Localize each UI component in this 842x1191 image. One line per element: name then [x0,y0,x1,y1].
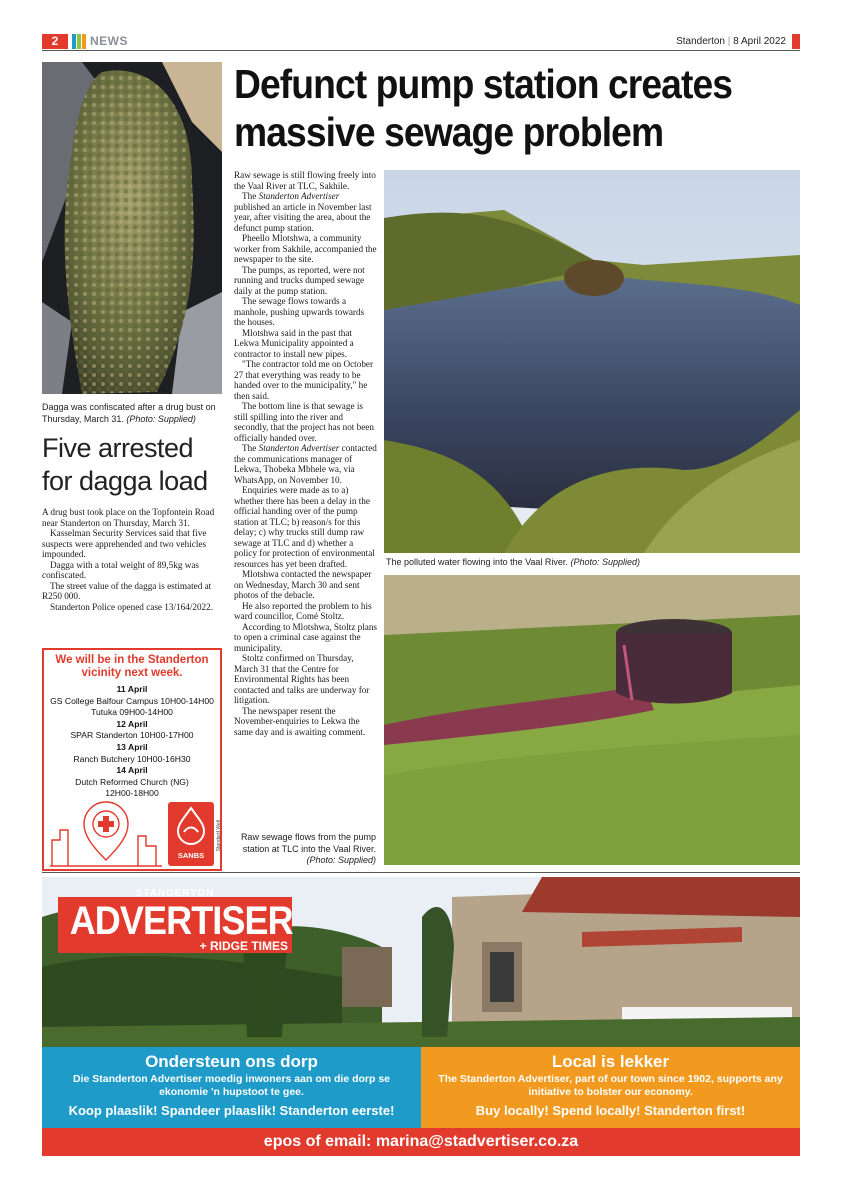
page-header [42,34,800,50]
page-number: 2 [42,34,68,49]
article-text: Pheello Mlotshwa, a community worker from Sakhile, accompanied the newspaper to the site. [234,233,377,264]
publication-name: Standerton Advertiser [258,191,340,201]
article-paragraph: Kasselman Security Services said that five suspects were apprehended and two vehicles impounded. [42,528,207,559]
article-text: The sewage flows towards a manhole, pushing upwards towards the houses. [234,296,365,327]
article-text: According to Mlotshwa, Stoltz plans to open a criminal case against the municipality. [234,621,377,653]
panel-call-to-action: Buy locally! Spend locally! Standerton first! [475,1103,746,1118]
article-text: Mlotshwa contacted the newspaper on Wednesday, March 30 and sent photos of the debacle. [234,569,372,600]
caption-credit: (Photo: Supplied) [570,557,640,567]
english-panel [421,1047,800,1128]
pump-photo-caption [234,832,376,867]
schedule-date: 11 April [116,684,148,694]
schedule-date: 13 April [116,741,148,752]
schedule-venue: Tutuka 09H00-14H00 [91,707,173,718]
caption-credit: (Photo: Supplied) [306,855,376,865]
schedule-venue: Ranch Butchery 10H00-16H30 [73,753,191,764]
caption-text: The polluted water flowing into the Vaal River. [386,557,568,567]
section-rule [42,872,800,873]
article-text: published an article in November last year, after visiting the area, about the defunct pump station. [234,201,372,233]
location-pin-city-icon [50,800,162,868]
logo-subtitle: + RIDGE TIMES [199,939,288,953]
dagga-photo [42,62,222,394]
panel-body: Die Standerton Advertiser moedig inwoners aan om die dorp se ekonomie 'n hupstoot te gee. [72,1073,390,1098]
caption-credit: (Photo: Supplied) [126,413,196,424]
panel-body: The Standerton Advertiser, part of our town since 1902, supports any initiative to bolster our economy. [438,1073,783,1098]
contact-footer: epos of email: marina@stadvertiser.co.za [42,1128,800,1156]
article-text: The [242,191,259,201]
article-text: The bottom line is that sewage is still spilling into the river and secondly, that the project has not been officially handed over. [234,401,374,443]
article-text: He also reported the problem to his ward councillor, Comé Stoltz. [234,600,372,621]
advert-schedule [44,684,220,800]
article-text: "The contractor told me on October 27 that everything was ready to be handed over to the municipality," he then said. [234,359,374,401]
article-text: Stoltz confirmed on Thursday, March 31 that the Centre for Environmental Rights has been contacted and talks are underway for litigation. [234,653,370,705]
caption-text: Dagga was confiscated after a drug bust on Thursday, March 31. [42,402,216,424]
article-text: Mlotshwa said in the past that Lekwa Municipality appointed a contractor to install new pipes. [234,327,354,359]
dagga-headline: Five arrested for dagga load [42,433,208,496]
article-paragraph: A drug bust took place on the Topfontein Road near Standerton on Thursday, March 31. [42,507,215,528]
article-text: The pumps, as reported, were not running and trucks dumped sewage daily at the pump station. [234,264,365,296]
article-text: The [242,443,259,453]
panel-call-to-action: Koop plaaslik! Spandeer plaaslik! Standerton eerste! [68,1103,395,1118]
logo-town: STANDERTON [135,888,215,899]
river-photo [384,170,800,553]
schedule-date: 12 April [116,718,148,729]
article-text: Enquiries were made as to a) whether there has been a delay in the official handing over of the pump station at TLC; b) reason/s for this delay; c) why trucks still dump raw sewage at TLC and d) whether a policy for protection of environmental resources has yet been drafted. [234,485,375,569]
paper-name: Standerton [676,36,725,47]
article-text: The newspaper resent the November-enquiries to Lekwa the same day and is awaiting comment. [234,705,366,737]
schedule-venue: GS College Balfour Campus 10H00-14H00 [50,695,214,706]
advert-heading: We will be in the Standerton vicinity next week. [55,654,209,679]
header-rule [42,50,800,51]
header-red-tab [792,34,800,49]
panel-heading: Ondersteun ons dorp [145,1052,318,1071]
pump-station-photo [384,575,800,865]
caption-text: Raw sewage flows from the pump station at TLC into the Vaal River. [240,832,376,854]
panel-heading: Local is lekker [551,1052,670,1071]
article-paragraph: Standerton Police opened case 13/164/2022. [50,601,214,612]
article-text: Raw sewage is still flowing freely into the Vaal River at TLC, Sakhile. [234,170,376,191]
dateline: Standerton | 8 April 2022 [676,36,786,47]
sanbs-logo-text: SANBS [177,851,205,860]
blood-drop-icon [168,802,214,846]
schedule-venue: SPAR Standerton 10H00-17H00 [70,730,194,741]
article-paragraph: Dagga with a total weight of 89,5kg was confiscated. [42,559,200,580]
dagga-photo-caption [42,402,224,425]
sanbs-advert [42,648,222,871]
article-text: contacted the communications manager of Lekwa, Thobeka Mbhele wa, via WhatsApp, on November 10. [234,443,377,485]
dagga-article-body [42,507,220,612]
schedule-venue: Dutch Reformed Church (NG) [75,776,189,787]
advert-side-text: Standard Well [216,820,222,852]
section-label: NEWS [90,34,128,48]
publication-name: Standerton Advertiser [258,443,340,453]
logo-masthead: ADVERTISER [69,899,293,943]
main-article-body [234,170,377,737]
main-headline: Defunct pump station creates massive sewage problem [234,61,733,155]
issue-date: 8 April 2022 [733,36,786,47]
river-photo-caption [386,557,800,569]
schedule-time: 12H00-18H00 [105,788,159,799]
article-paragraph: The street value of the dagga is estimated at R250 000. [42,580,212,601]
advertiser-logo [58,888,293,953]
afrikaans-panel [42,1047,421,1128]
sanbs-logo [168,802,214,866]
schedule-date: 14 April [116,765,148,776]
